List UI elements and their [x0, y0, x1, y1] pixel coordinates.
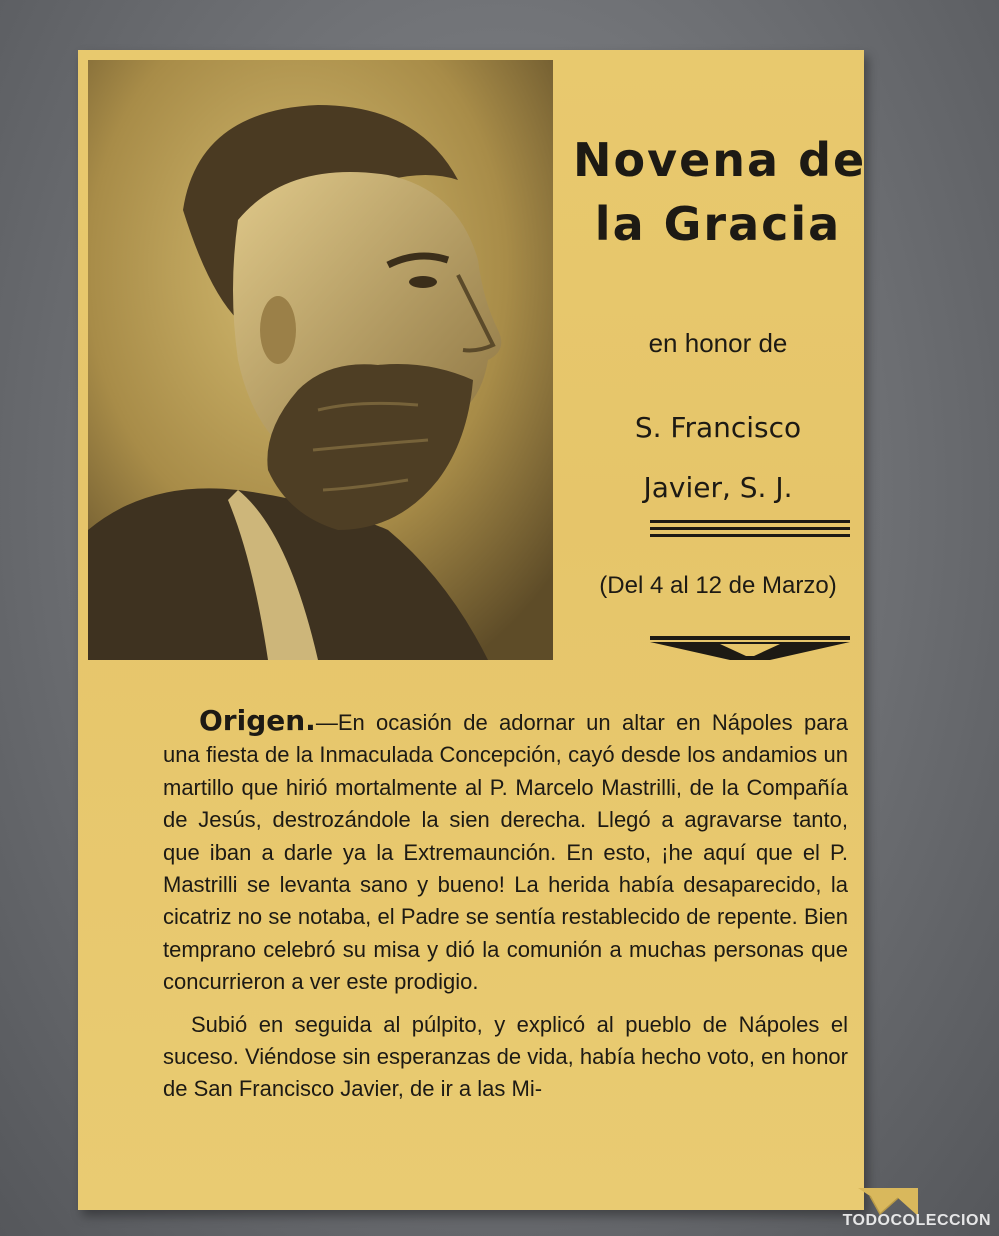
portrait-icon — [88, 60, 553, 660]
origin-text — [163, 705, 848, 1106]
watermark: TODOCOLECCION — [842, 1212, 991, 1229]
novena-leaflet — [78, 50, 867, 1210]
lead-word: Origen. — [199, 704, 316, 737]
paragraph-1-text: —En ocasión de adornar un altar en Nápoles para una fiesta de la Inmaculada Concepción, cayó desde los andamios un martillo que hirió mortalmente al P. Marcelo Mastrilli, de la Compañía de Jesús, destrozándole la sien derecha. Llegó a agravarse tanto, que iban a darle ya la Extremaunción. En esto, ¡he aquí que el P. Mastrilli se levanta sano y bueno! La herida había desaparecido, la cicatriz no se notaba, el Padre se sentía restablecido de repente. Bien temprano celebró su misa y dió la comunión a muchas personas que concurrieron a ver este prodigio. — [163, 710, 848, 995]
title-line-1: Novena de — [573, 133, 867, 187]
novena-dates: (Del 4 al 12 de Marzo) — [599, 572, 837, 599]
title-line-2: la Gracia — [594, 197, 842, 251]
paragraph-2: Subió en seguida al púlpito, y explicó al pueblo de Nápoles el suceso. Viéndose sin esperanzas de vida, había hecho voto, en honor de San Francisco Javier, de ir a las Mi- — [163, 1011, 848, 1102]
saint-name — [573, 398, 863, 518]
saint-portrait — [88, 60, 553, 660]
paragraph-origin — [163, 705, 848, 999]
saint-name-line-1: S. Francisco — [634, 411, 802, 444]
saint-name-line-2: Javier, S. J. — [643, 471, 793, 504]
page-title — [573, 128, 867, 256]
subtitle: en honor de — [648, 328, 788, 358]
downward-pointer-icon — [650, 636, 850, 667]
ornamental-rule — [650, 520, 850, 541]
